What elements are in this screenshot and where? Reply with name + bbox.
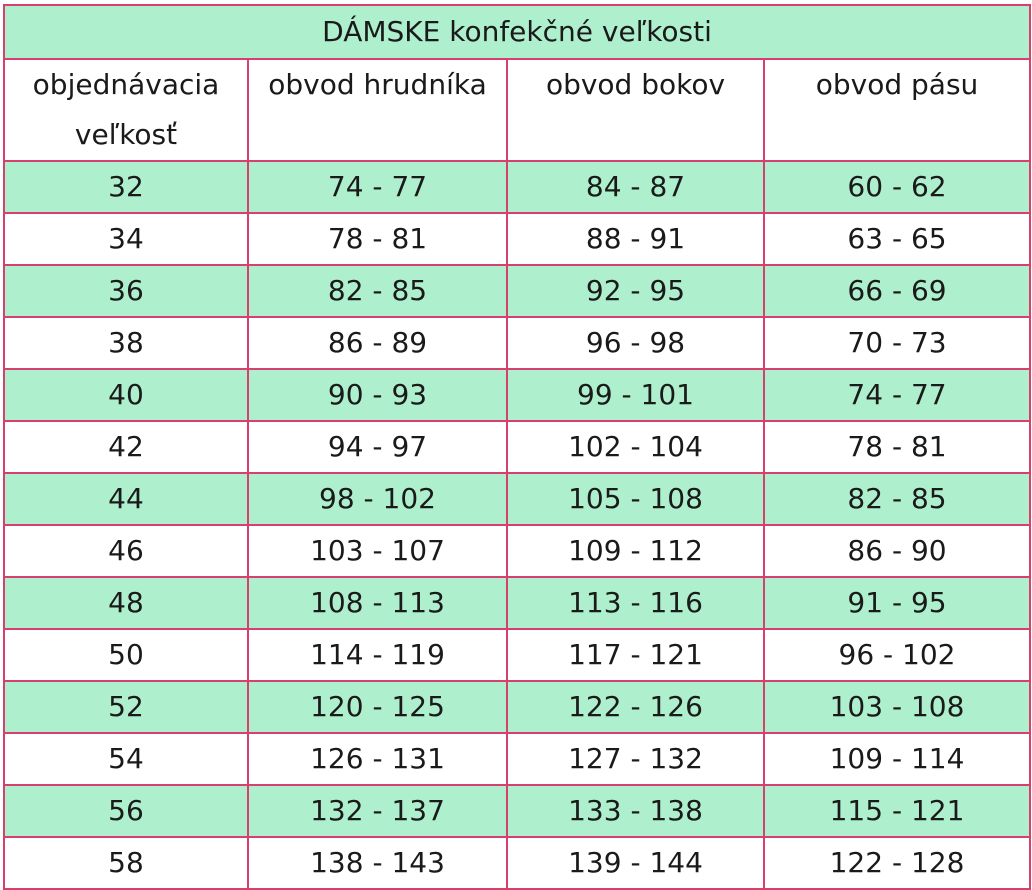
hips-cell: 96 - 98: [507, 317, 764, 369]
hips-cell: 109 - 112: [507, 525, 764, 577]
header-order-size-line1: objednávacia: [4, 59, 248, 110]
header-row-continued: [4, 110, 1030, 161]
size-chart-body: [4, 5, 1030, 889]
title-row: [4, 5, 1030, 59]
waist-cell: 122 - 128: [764, 837, 1030, 889]
chest-cell: 103 - 107: [248, 525, 507, 577]
chest-cell: 82 - 85: [248, 265, 507, 317]
waist-cell: 103 - 108: [764, 681, 1030, 733]
header-waist-empty: [764, 110, 1030, 161]
waist-cell: 91 - 95: [764, 577, 1030, 629]
header-chest-empty: [248, 110, 507, 161]
chest-cell: 86 - 89: [248, 317, 507, 369]
size-cell: 36: [4, 265, 248, 317]
size-cell: 48: [4, 577, 248, 629]
chest-cell: 78 - 81: [248, 213, 507, 265]
size-cell: 56: [4, 785, 248, 837]
hips-cell: 113 - 116: [507, 577, 764, 629]
header-chest: obvod hrudníka: [248, 59, 507, 110]
waist-cell: 86 - 90: [764, 525, 1030, 577]
table-row: [4, 161, 1030, 213]
hips-cell: 127 - 132: [507, 733, 764, 785]
size-cell: 34: [4, 213, 248, 265]
table-row: [4, 473, 1030, 525]
size-cell: 54: [4, 733, 248, 785]
size-cell: 44: [4, 473, 248, 525]
waist-cell: 66 - 69: [764, 265, 1030, 317]
hips-cell: 88 - 91: [507, 213, 764, 265]
size-cell: 50: [4, 629, 248, 681]
table-row: [4, 629, 1030, 681]
hips-cell: 84 - 87: [507, 161, 764, 213]
chest-cell: 132 - 137: [248, 785, 507, 837]
table-row: [4, 733, 1030, 785]
size-cell: 46: [4, 525, 248, 577]
header-row: [4, 59, 1030, 110]
waist-cell: 109 - 114: [764, 733, 1030, 785]
table-row: [4, 837, 1030, 889]
chest-cell: 126 - 131: [248, 733, 507, 785]
hips-cell: 99 - 101: [507, 369, 764, 421]
waist-cell: 70 - 73: [764, 317, 1030, 369]
table-row: [4, 681, 1030, 733]
waist-cell: 60 - 62: [764, 161, 1030, 213]
size-cell: 38: [4, 317, 248, 369]
hips-cell: 102 - 104: [507, 421, 764, 473]
chest-cell: 98 - 102: [248, 473, 507, 525]
table-row: [4, 577, 1030, 629]
chest-cell: 94 - 97: [248, 421, 507, 473]
header-hips-empty: [507, 110, 764, 161]
table-row: [4, 317, 1030, 369]
table-title: DÁMSKE konfekčné veľkosti: [4, 5, 1030, 59]
table-row: [4, 369, 1030, 421]
waist-cell: 63 - 65: [764, 213, 1030, 265]
size-cell: 32: [4, 161, 248, 213]
table-row: [4, 785, 1030, 837]
header-hips: obvod bokov: [507, 59, 764, 110]
hips-cell: 133 - 138: [507, 785, 764, 837]
header-waist: obvod pásu: [764, 59, 1030, 110]
table-row: [4, 525, 1030, 577]
waist-cell: 96 - 102: [764, 629, 1030, 681]
table-row: [4, 421, 1030, 473]
table-row: [4, 213, 1030, 265]
hips-cell: 139 - 144: [507, 837, 764, 889]
chest-cell: 90 - 93: [248, 369, 507, 421]
size-cell: 42: [4, 421, 248, 473]
hips-cell: 117 - 121: [507, 629, 764, 681]
waist-cell: 74 - 77: [764, 369, 1030, 421]
hips-cell: 92 - 95: [507, 265, 764, 317]
hips-cell: 122 - 126: [507, 681, 764, 733]
chest-cell: 74 - 77: [248, 161, 507, 213]
size-cell: 58: [4, 837, 248, 889]
hips-cell: 105 - 108: [507, 473, 764, 525]
table-row: [4, 265, 1030, 317]
waist-cell: 82 - 85: [764, 473, 1030, 525]
size-cell: 52: [4, 681, 248, 733]
chest-cell: 108 - 113: [248, 577, 507, 629]
chest-cell: 120 - 125: [248, 681, 507, 733]
waist-cell: 78 - 81: [764, 421, 1030, 473]
chest-cell: 114 - 119: [248, 629, 507, 681]
waist-cell: 115 - 121: [764, 785, 1030, 837]
size-chart-table: [3, 4, 1031, 890]
size-cell: 40: [4, 369, 248, 421]
header-order-size-line2: veľkosť: [4, 110, 248, 161]
chest-cell: 138 - 143: [248, 837, 507, 889]
